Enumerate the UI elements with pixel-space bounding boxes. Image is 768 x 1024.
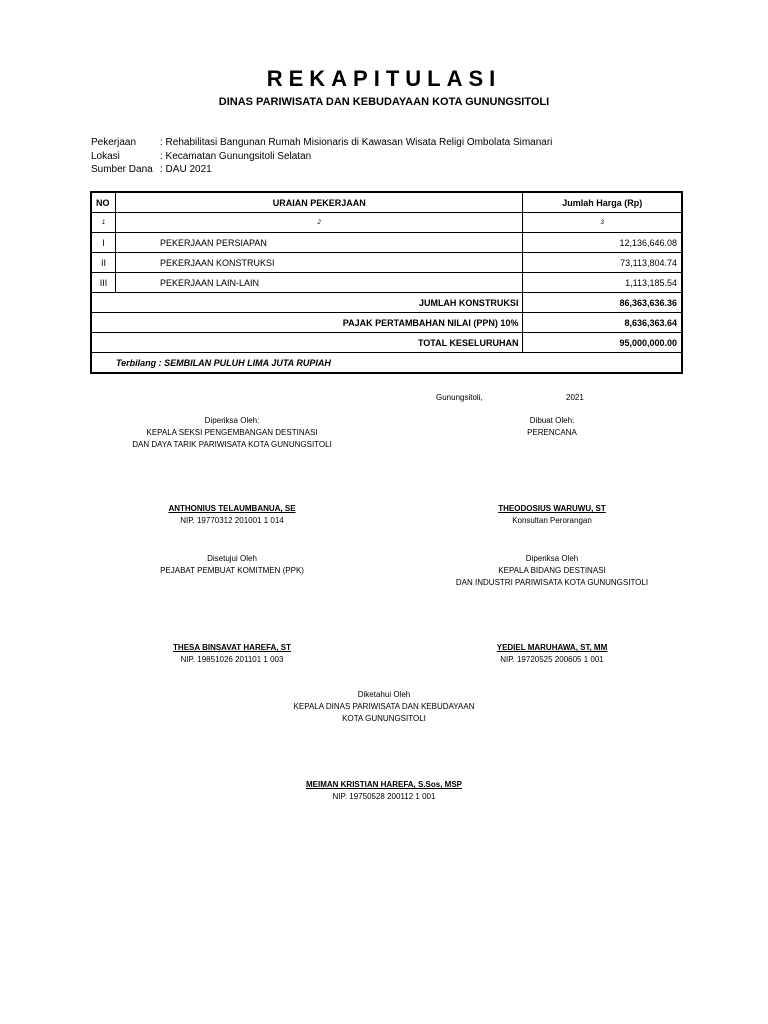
signature-nip: Konsultan Perorangan	[512, 516, 592, 525]
header-no: NO	[91, 192, 115, 213]
ppn-label: PAJAK PERTAMBAHAN NILAI (PPN) 10%	[91, 313, 523, 333]
total-label: TOTAL KESELURUHAN	[91, 333, 523, 353]
page-subtitle: DINAS PARIWISATA DAN KEBUDAYAAN KOTA GUNUNGSITOLI	[218, 96, 550, 108]
info-lokasi	[91, 151, 311, 162]
signature-position: PERENCANA	[527, 428, 577, 437]
signature-position: KEPALA BIDANG DESTINASI	[498, 566, 606, 575]
info-value: : Rehabilitasi Bangunan Rumah Misionaris di Kawasan Wisata Religi Ombolata Simanari	[160, 137, 553, 148]
signature-name: YEDIEL MARUHAWA, ST, MM	[496, 643, 608, 652]
signature-diperiksa-bidang-name	[422, 642, 682, 666]
year: 2021	[566, 393, 584, 402]
signature-nip: NIP. 19851026 201101 1 003	[180, 655, 284, 664]
index-no: 1	[91, 213, 115, 233]
signature-name: THESA BINSAVAT HAREFA, ST	[173, 643, 291, 652]
signature-nip: NIP. 19770312 201001 1 014	[180, 516, 284, 525]
signature-role: Diperiksa Oleh	[525, 554, 579, 563]
place: Gunungsitoli,	[436, 393, 483, 402]
terbilang-row	[91, 353, 682, 374]
signature-dibuat-name	[472, 503, 632, 527]
jumlah-row	[91, 293, 682, 313]
signature-position: KOTA GUNUNGSITOLI	[342, 714, 426, 723]
row-no: II	[91, 253, 115, 273]
row-harga: 73,113,804.74	[523, 253, 682, 273]
info-value: : Kecamatan Gunungsitoli Selatan	[160, 151, 312, 162]
jumlah-label: JUMLAH KONSTRUKSI	[91, 293, 523, 313]
signature-role: Disetujui Oleh	[207, 554, 257, 563]
signature-name: MEIMAN KRISTIAN HAREFA, S.Sos, MSP	[305, 780, 462, 789]
signature-nip: NIP. 19750528 200112 1 001	[332, 792, 436, 801]
total-value: 95,000,000.00	[523, 333, 682, 353]
signature-diperiksa-seksi	[92, 415, 372, 451]
signature-position: KEPALA DINAS PARIWISATA DAN KEBUDAYAAN	[293, 702, 475, 711]
terbilang-text: Terbilang : SEMBILAN PULUH LIMA JUTA RUPIAH	[91, 353, 682, 374]
row-uraian: PEKERJAAN PERSIAPAN	[115, 233, 522, 253]
info-sumber-dana	[91, 164, 212, 175]
signature-diperiksa-bidang	[422, 553, 682, 589]
signature-diketahui-name	[244, 779, 524, 803]
signature-name: ANTHONIUS TELAUMBANUA, SE	[168, 504, 296, 513]
signature-role: Dibuat Oleh:	[529, 416, 575, 425]
table-row	[91, 253, 682, 273]
header-harga: Jumlah Harga (Rp)	[523, 192, 682, 213]
table-header-row	[91, 192, 682, 213]
index-harga: 3	[523, 213, 682, 233]
row-no: I	[91, 233, 115, 253]
row-uraian: PEKERJAAN KONSTRUKSI	[115, 253, 522, 273]
row-no: III	[91, 273, 115, 293]
jumlah-value: 86,363,636.36	[523, 293, 682, 313]
table-index-row	[91, 213, 682, 233]
info-value: : DAU 2021	[160, 164, 212, 175]
signature-nip: NIP. 19720525 200605 1 001	[500, 655, 604, 664]
info-label: Sumber Dana	[91, 164, 153, 175]
row-uraian: PEKERJAAN LAIN-LAIN	[115, 273, 522, 293]
ppn-value: 8,636,363.64	[523, 313, 682, 333]
signature-disetujui	[92, 553, 372, 577]
info-label: Pekerjaan	[91, 137, 137, 148]
row-harga: 1,113,185.54	[523, 273, 682, 293]
rekap-table	[90, 191, 683, 374]
index-uraian: 2	[115, 213, 522, 233]
info-label: Lokasi	[91, 151, 120, 162]
table-row	[91, 273, 682, 293]
signature-role: Diketahui Oleh	[357, 690, 411, 699]
header-uraian: URAIAN PEKERJAAN	[115, 192, 522, 213]
signature-position: PEJABAT PEMBUAT KOMITMEN (PPK)	[160, 566, 304, 575]
signature-position: DAN INDUSTRI PARIWISATA KOTA GUNUNGSITOLI	[455, 578, 649, 587]
signature-disetujui-name	[92, 642, 372, 666]
signature-position: DAN DAYA TARIK PARIWISATA KOTA GUNUNGSITOLI	[132, 440, 332, 449]
signature-role: Diperiksa Oleh:	[204, 416, 260, 425]
ppn-row	[91, 313, 682, 333]
signature-dibuat	[472, 415, 632, 439]
signature-name: THEODOSIUS WARUWU, ST	[498, 504, 606, 513]
total-row	[91, 333, 682, 353]
page-title: REKAPITULASI	[266, 66, 502, 91]
row-harga: 12,136,646.08	[523, 233, 682, 253]
info-pekerjaan	[91, 137, 552, 148]
signature-diperiksa-seksi-name	[92, 503, 372, 527]
signature-position: KEPALA SEKSI PENGEMBANGAN DESTINASI	[146, 428, 318, 437]
table-row	[91, 233, 682, 253]
signature-diketahui	[244, 689, 524, 725]
